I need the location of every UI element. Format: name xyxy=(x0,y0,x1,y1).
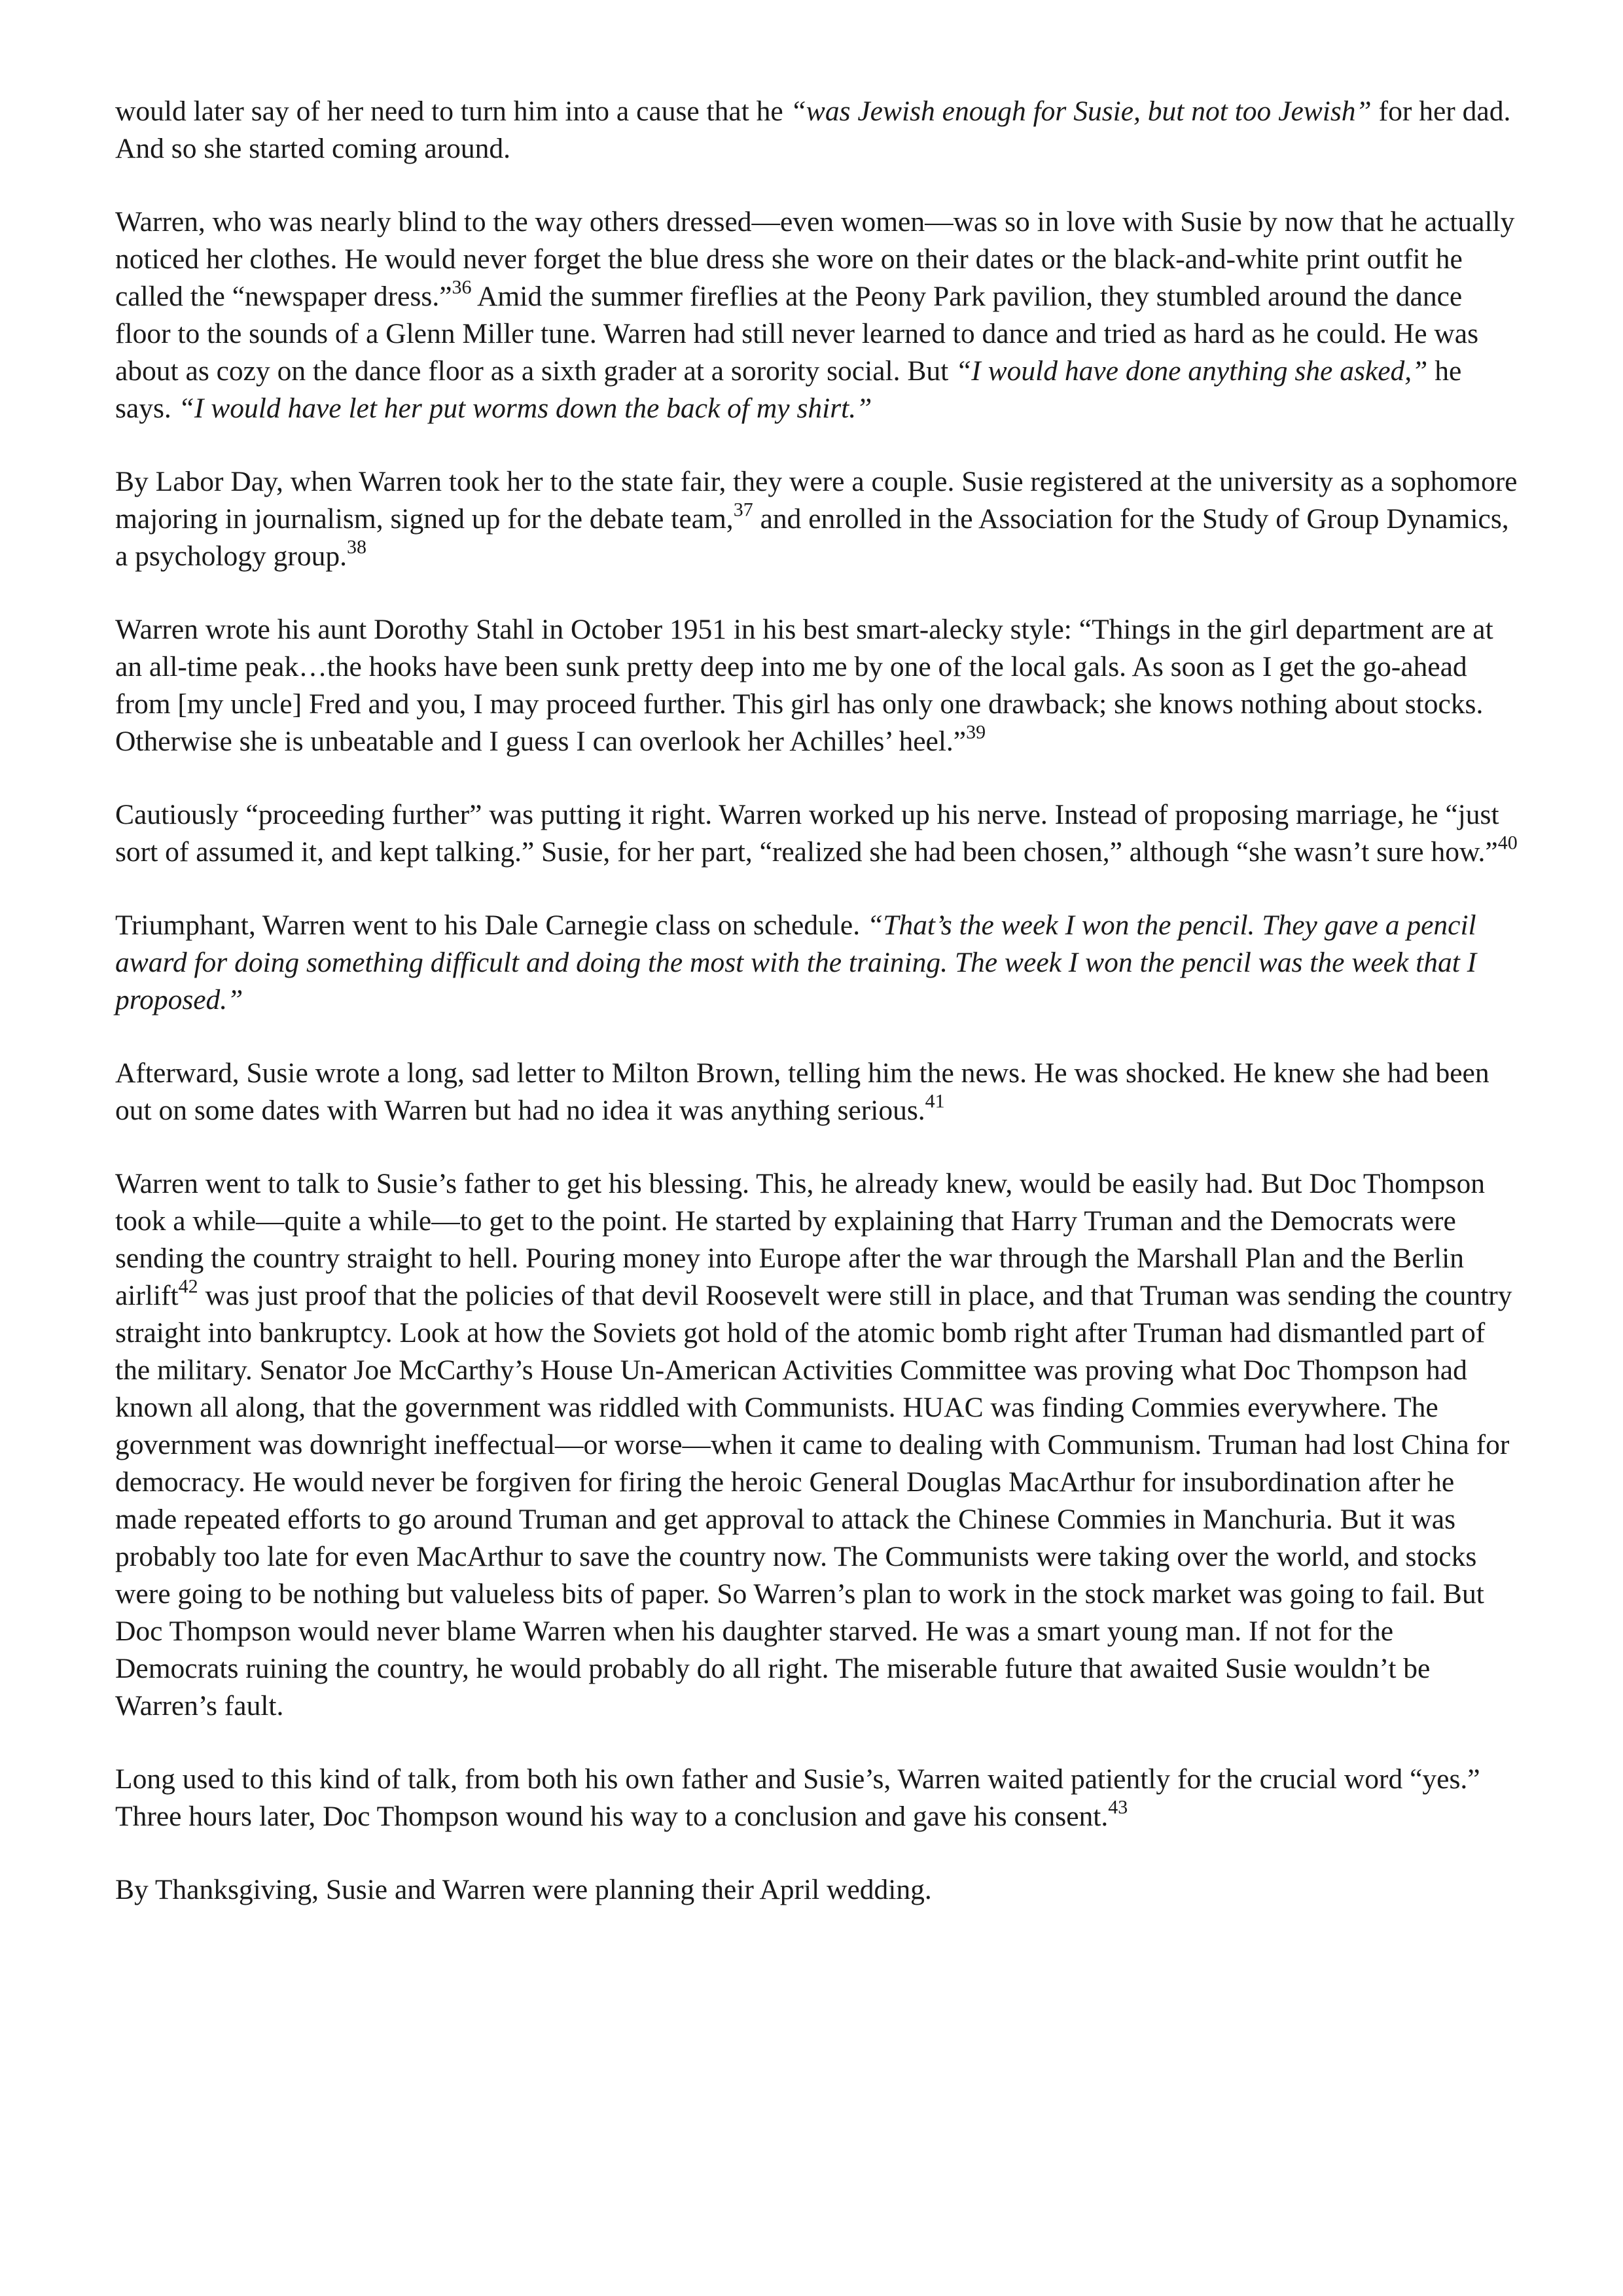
footnote-ref-40: 40 xyxy=(1497,832,1518,854)
paragraph-8 xyxy=(115,1165,1522,1725)
footnote-ref-41: 41 xyxy=(925,1090,945,1112)
text-run: Afterward, Susie wrote a long, sad letter to Milton Brown, telling him the news. He was shocked. He knew she had been out on some dates with Warren but had no idea it was anything serious. xyxy=(115,1057,1489,1126)
text-run: was just proof that the policies of that devil Roosevelt were still in place, and that Truman was sending the country straight into bankruptcy. Look at how the Soviets got hold of the atomic bomb right after Truman had dismantled part of the military. Senator Joe McCarthy’s House Un-American Activities Committee was proving what Doc Thompson had known all along, that the government was riddled with Communists. HUAC was finding Commies everywhere. The government was downright ineffectual—or worse—when it came to dealing with Communism. Truman had lost China for democracy. He would never be forgiven for firing the heroic General Douglas MacArthur for insubordination after he made repeated efforts to go around Truman and get approval to attack the Chinese Commies in Manchuria. But it was probably too late for even MacArthur to save the country now. The Communists were taking over the world, and stocks were going to be nothing but valueless bits of paper. So Warren’s plan to work in the stock market was going to fail. But Doc Thompson would never blame Warren when his daughter starved. He was a smart young man. If not for the Democrats ruining the country, he would probably do all right. The miserable future that awaited Susie wouldn’t be Warren’s fault. xyxy=(115,1280,1512,1722)
document-page xyxy=(115,93,1522,1909)
quote-run: “That’s the week I won the pencil. They gave a pencil award for doing something difficult and doing the most with the training. The week I won the pencil was the week that I proposed.” xyxy=(115,910,1477,1016)
text-run: Long used to this kind of talk, from both his own father and Susie’s, Warren waited patiently for the crucial word “yes.” Three hours later, Doc Thompson wound his way to a conclusion and gave his consent. xyxy=(115,1763,1480,1832)
paragraph-6 xyxy=(115,907,1522,1019)
text-run: Warren went to talk to Susie’s father to get his blessing. This, he already knew, would be easily had. But Doc Thompson took a while—quite a while—to get to the point. He started by explaining that Harry Truman and the Democrats were sending the country straight to hell. Pouring money into Europe after the war through the Marshall Plan and the Berlin airlift xyxy=(115,1168,1485,1311)
text-run: Warren wrote his aunt Dorothy Stahl in October 1951 in his best smart-alecky style: “Things in the girl department are at an all-time peak…the hooks have been sunk pretty deep into me by one of the local gals. As soon as I get the go-ahead from [my uncle] Fred and you, I may proceed further. This girl has only one drawback; she knows nothing about stocks. Otherwise she is unbeatable and I guess I can overlook her Achilles’ heel.” xyxy=(115,614,1493,757)
text-run: he says. xyxy=(115,355,1462,424)
text-run: Triumphant, Warren went to his Dale Carnegie class on schedule. xyxy=(115,910,867,941)
footnote-ref-43: 43 xyxy=(1108,1796,1128,1818)
footnote-ref-37: 37 xyxy=(733,499,753,521)
paragraph-7 xyxy=(115,1055,1522,1129)
paragraph-2 xyxy=(115,203,1522,427)
footnote-ref-39: 39 xyxy=(966,721,986,743)
quote-run: “was Jewish enough for Susie, but not too Jewish” xyxy=(790,96,1372,127)
text-run: By Thanksgiving, Susie and Warren were planning their April wedding. xyxy=(115,1874,932,1905)
text-run: would later say of her need to turn him into a cause that he xyxy=(115,96,791,127)
paragraph-5 xyxy=(115,796,1522,871)
footnote-ref-42: 42 xyxy=(178,1275,198,1298)
paragraph-1 xyxy=(115,93,1522,168)
quote-run: “I would have done anything she asked,” xyxy=(955,355,1428,387)
paragraph-3 xyxy=(115,463,1522,575)
quote-run: “I would have let her put worms down the back of my shirt.” xyxy=(178,393,872,424)
text-run: for her dad. And so she started coming around. xyxy=(115,96,1511,164)
paragraph-10 xyxy=(115,1871,1522,1909)
text-run: Cautiously “proceeding further” was putting it right. Warren worked up his nerve. Instead of proposing marriage, he “just sort of assumed it, and kept talking.” Susie, for her part, “realized she had been chosen,” although “she wasn’t sure how.” xyxy=(115,799,1499,868)
paragraph-9 xyxy=(115,1761,1522,1835)
text-run: By Labor Day, when Warren took her to the state fair, they were a couple. Susie registered at the university as a sophomore majoring in journalism, signed up for the debate team, xyxy=(115,466,1518,535)
footnote-ref-36: 36 xyxy=(452,276,472,298)
text-run: Amid the summer fireflies at the Peony Park pavilion, they stumbled around the dance floor to the sounds of a Glenn Miller tune. Warren had still never learned to dance and tried as hard as he could. He was about as cozy on the dance floor as a sixth grader at a sorority social. But xyxy=(115,281,1479,387)
paragraph-4 xyxy=(115,611,1522,760)
text-run: and enrolled in the Association for the Study of Group Dynamics, a psychology group. xyxy=(115,503,1509,572)
text-run: Warren, who was nearly blind to the way others dressed—even women—was so in love with Susie by now that he actually noticed her clothes. He would never forget the blue dress she wore on their dates or the black-and-white print outfit he called the “newspaper dress.” xyxy=(115,206,1515,312)
footnote-ref-38: 38 xyxy=(347,536,366,558)
